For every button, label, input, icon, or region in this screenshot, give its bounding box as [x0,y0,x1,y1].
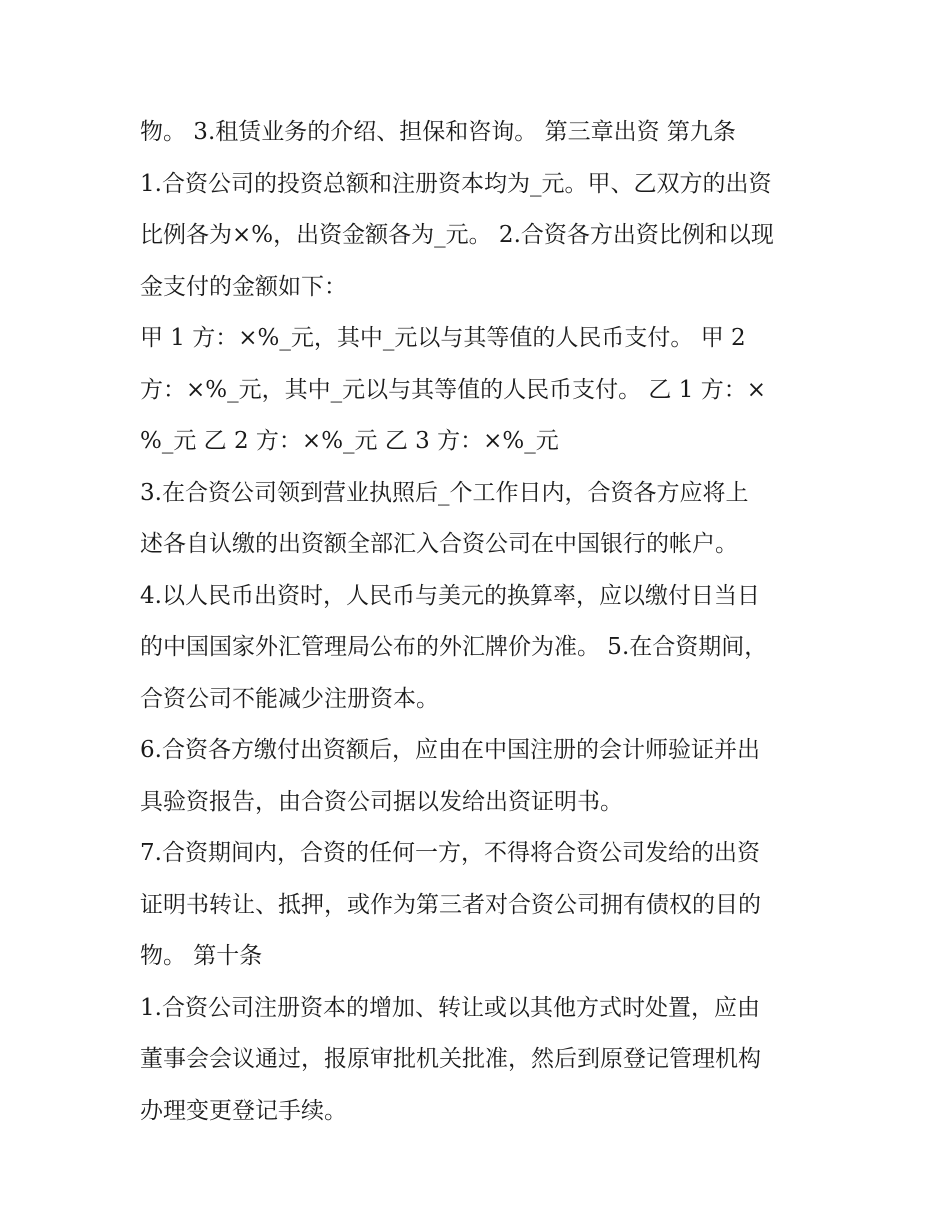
text-line: 述各自认缴的出资额全部汇入合资公司在中国银行的帐户。 [140,531,738,557]
text-line: 具验资报告，由合资公司据以发给出资证明书。 [140,788,623,815]
text-line: 方：×%_元，其中_元以与其等值的人民币支付。 乙 1 方：× [140,376,766,403]
text-line: 物。 第十条 [140,943,263,969]
text-line: 办理变更登记手续。 [140,1097,347,1124]
text-line: 董事会会议通过，报原审批机关批准，然后到原登记管理机构 [140,1046,761,1072]
text-line: 4.以人民币出资时，人民币与美元的换算率，应以缴付日当日 [140,582,760,609]
text-line: 1.合资公司的投资总额和注册资本均为_元。甲、乙双方的出资 [140,170,772,197]
text-line: 物。 3.租赁业务的介绍、担保和咨询。 第三章出资 第九条 [140,119,736,145]
text-line: 比例各为×%，出资金额各为_元。 2.合资各方出资比例和以现 [140,222,774,248]
text-line: 的中国国家外汇管理局公布的外汇牌价为准。 5.在合资期间， [140,634,768,660]
text-line: %_元 乙 2 方：×%_元 乙 3 方：×%_元 [140,428,559,454]
text-line: 3.在合资公司领到营业执照后_个工作日内，合资各方应将上 [140,479,749,506]
text-line: 7.合资期间内，合资的任何一方，不得将合资公司发给的出资 [140,840,760,866]
text-line: 合资公司不能减少注册资本。 [140,685,439,712]
text-line: 金支付的金额如下： [140,273,347,300]
document-body [140,107,820,1137]
text-line: 6.合资各方缴付出资额后，应由在中国注册的会计师验证并出 [140,737,760,763]
text-line: 证明书转让、抵押，或作为第三者对合资公司拥有债权的目的 [140,891,761,918]
text-line: 1.合资公司注册资本的增加、转让或以其他方式时处置，应由 [140,994,760,1021]
text-line: 甲 1 方：×%_元，其中_元以与其等值的人民币支付。 甲 2 [140,325,746,351]
